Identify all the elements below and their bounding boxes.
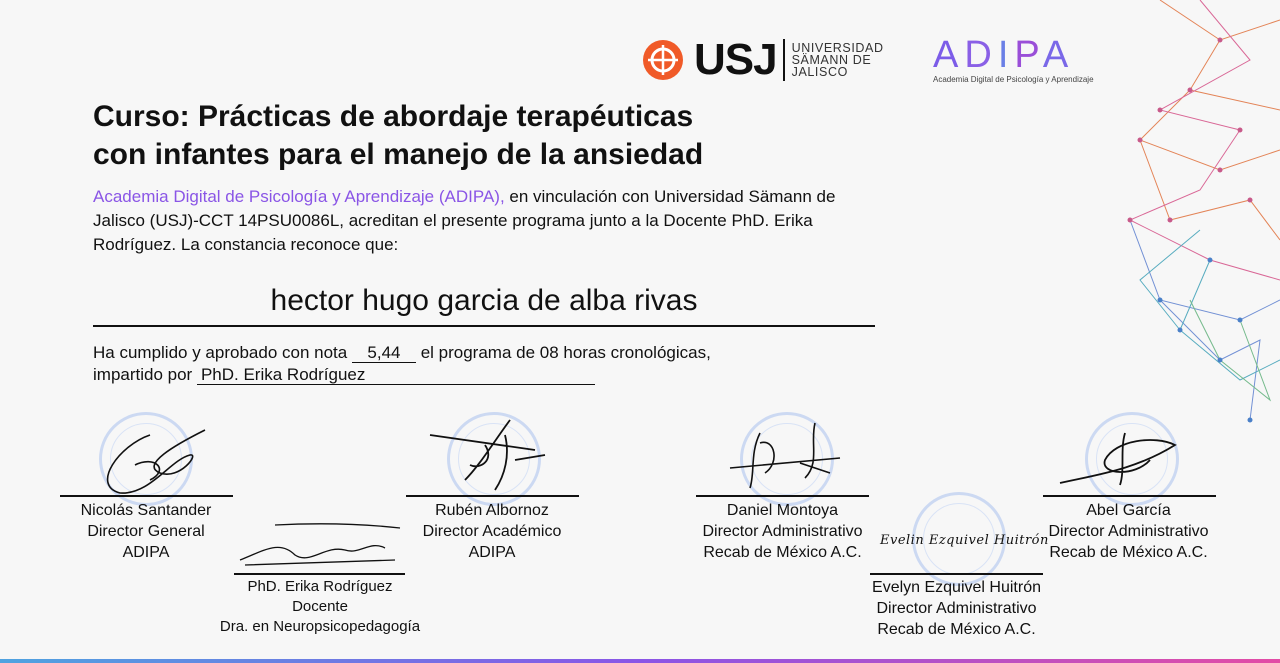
grade-value: 5,44 bbox=[352, 344, 416, 363]
signatory-nicolas-santander: Nicolás Santander Director General ADIPA bbox=[80, 502, 212, 561]
bottom-accent-bar bbox=[0, 659, 1280, 663]
signatory-abel-garcia: Abel García Director Administrativo Recab de México A.C. bbox=[1048, 502, 1209, 561]
usj-letters: USJ bbox=[694, 35, 777, 84]
usj-divider bbox=[783, 39, 785, 81]
signatory-daniel-montoya: Daniel Montoya Director Administrativo Recab de México A.C. bbox=[702, 502, 863, 561]
network-decoration bbox=[1100, 0, 1280, 430]
adipa-wordmark: ADIPA bbox=[933, 34, 1075, 76]
course-title: Curso: Prácticas de abordaje terapéuticas con infantes para el manejo de la ansiedad bbox=[93, 100, 704, 171]
signature-evelyn-ezquivel: Evelin Ezquivel Huitrón bbox=[880, 533, 1049, 548]
grade-statement: Ha cumplido y aprobado con nota 5,44 el programa de 08 horas cronológicas, bbox=[93, 343, 711, 362]
signature-line bbox=[1043, 495, 1216, 497]
signature-erika-rodriguez bbox=[235, 520, 405, 575]
signatory-ruben-albornoz: Rubén Albornoz Director Académico ADIPA bbox=[422, 502, 562, 561]
signature-line bbox=[696, 495, 869, 497]
usj-full-name: UNIVERSIDAD SÄMANN DE JALISCO bbox=[791, 41, 884, 79]
intro-rest: en vinculación con Universidad Sämann de Jalisco (USJ)-CCT 14PSU0086L, acreditan el presente programa junto a la Docente PhD. Erika Rodríguez. La constancia reconoce que: bbox=[93, 187, 836, 254]
recipient-underline bbox=[93, 325, 875, 327]
recipient-name: hector hugo garcia de alba rivas bbox=[270, 284, 698, 317]
intro-paragraph bbox=[93, 185, 883, 257]
signature-daniel-montoya bbox=[720, 418, 850, 493]
signature-line bbox=[406, 495, 579, 497]
signature-nicolas-santander bbox=[80, 425, 220, 500]
usj-emblem-icon bbox=[642, 39, 684, 81]
adipa-subtitle: Academia Digital de Psicología y Aprendizaje bbox=[933, 75, 1094, 84]
signature-line bbox=[870, 573, 1043, 575]
signature-line bbox=[60, 495, 233, 497]
adipa-logo bbox=[933, 34, 1094, 84]
signatory-erika-rodriguez: PhD. Erika Rodríguez Docente Dra. en Neuropsicopedagogía bbox=[219, 578, 421, 635]
intro-highlight: Academia Digital de Psicología y Aprendizaje (ADIPA), bbox=[93, 187, 505, 206]
signature-ruben-albornoz bbox=[425, 415, 555, 495]
signature-line bbox=[234, 573, 405, 575]
teacher-value: PhD. Erika Rodríguez bbox=[197, 366, 595, 385]
signature-abel-garcia bbox=[1055, 425, 1185, 490]
teacher-statement: impartido por PhD. Erika Rodríguez bbox=[93, 363, 595, 387]
usj-logo bbox=[642, 36, 884, 84]
signatory-evelyn-ezquivel: Evelyn Ezquivel Huitrón Director Administrativo Recab de México A.C. bbox=[872, 579, 1041, 638]
